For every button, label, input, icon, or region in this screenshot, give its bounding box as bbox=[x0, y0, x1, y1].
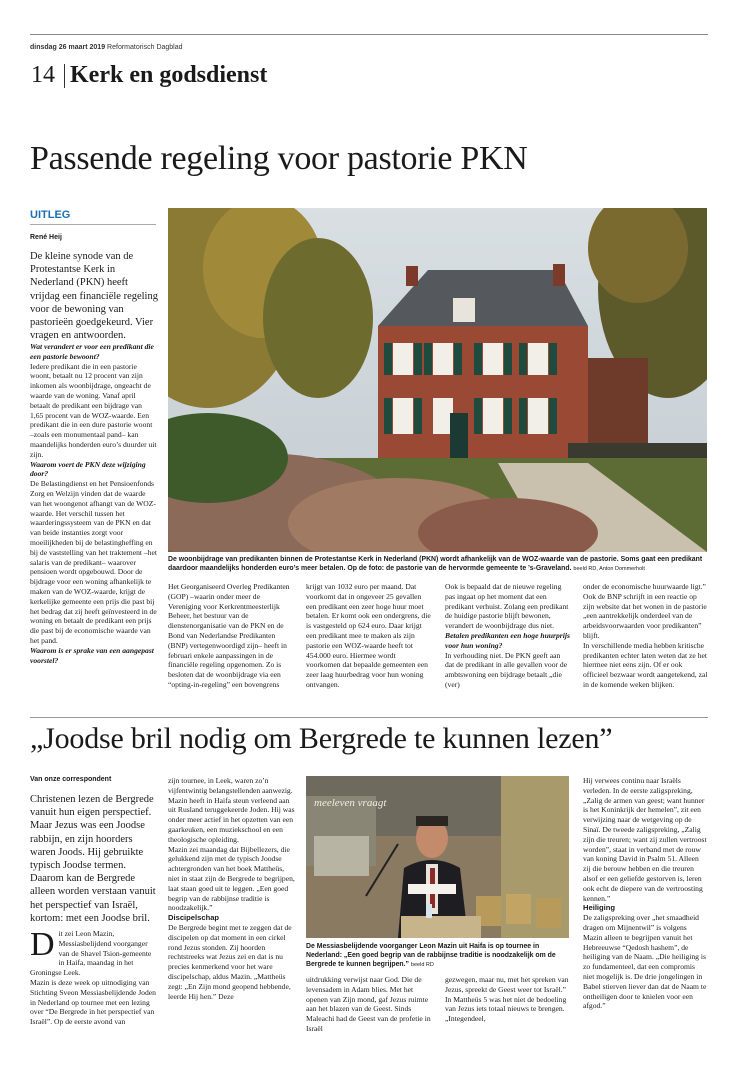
article1-author: René Heij bbox=[30, 234, 62, 241]
article1-column-3 bbox=[306, 582, 432, 690]
article1-kicker: UITLEG bbox=[30, 209, 71, 221]
paragraph: In verschillende media hebben kritische predikanten echter laten weten dat ze het hiermee niet eens zijn. Of er ook officieel bezwaar wordt aangetekend, zal in de komende weken blijken. bbox=[583, 640, 708, 689]
header-rule bbox=[30, 34, 708, 35]
article2-column-4 bbox=[445, 975, 570, 1024]
caption-text: De Messiasbelijdende voorganger Leon Mazin uit Haifa is op tournee in Nederland: „Een goed begrip van de rabbijnse traditie is noodzakelijk om de Bergrede te kunnen begrijpen.” bbox=[306, 943, 556, 968]
banner-text: meeleven vraagt bbox=[314, 797, 387, 809]
paragraph: Mazin heeft in Haifa steun verleend aan uit Rusland teruggekeerde Joden. Hij was onder meer actief in het opzetten van een gaarkeuken, een muziekschool en een theologische opleiding. bbox=[168, 795, 295, 844]
article1-column-4 bbox=[445, 582, 570, 690]
photo-credit: beeld RD bbox=[410, 962, 434, 968]
paragraph: gezwegen, maar nu, met het spreken van Jezus, spreekt de Geest weer tot Israël.” In Mattheüs 5 was het niet de bedoeling van Jezus iets totaal nieuws te brengen. „Integendeel, bbox=[445, 975, 569, 1024]
article1-column-2 bbox=[168, 582, 293, 690]
paragraph: Mazin is deze week op uitnodiging van Stichting Sveon Messiasbelijdende Joden in Nederland op tournee met een lezing over “De Bergrede in het perspectief van Israël”. Op de eerste avond van bbox=[30, 977, 156, 1027]
subheading: Heiliging bbox=[583, 903, 616, 913]
article1-column-1 bbox=[30, 342, 157, 665]
caption-text: De woonbijdrage van predikanten binnen de Protestantse Kerk in Nederland (PKN) wordt afhankelijk van de WOZ-waarde van de pastorie. Soms gaat een predikant daardoor maandelijks honderden euro’s meer betalen. Op de foto: de pastorie van de hervormde gemeente te ’s-Graveland. bbox=[168, 556, 703, 572]
mazin-photo bbox=[306, 776, 569, 938]
article2-author: Van onze correspondent bbox=[30, 776, 112, 783]
paragraph: Het Georganiseerd Overleg Predikanten (GOP) –waarin onder meer de Vereniging voor Kerkrentmeesterlijk Beheer, het bestuur van de dienstenorganisatie van de PKN en de Bond van Nederlandse Predikanten (BNP) vertegenwoordigd zijn– heeft in februari enkele aanpassingen in de financiële regeling opgenomen. Zo is besloten dat de woonbijdrage via een “opting-in-regeling” een bovengrens bbox=[168, 582, 290, 689]
dateline bbox=[30, 44, 183, 51]
section-title: Kerk en godsdienst bbox=[70, 62, 268, 88]
photo1-caption bbox=[168, 555, 707, 574]
section-divider bbox=[64, 64, 65, 88]
paragraph: In verhouding niet. De PKN geeft aan dat de predikant in alle gevallen voor de ambtswoning een bijdrage betaalt „die (ver) bbox=[445, 650, 568, 689]
paragraph: Iedere predikant die in een pastorie woont, betaalt nu 12 procent van zijn inkomen als woonbijdrage, ongeacht de waarde van de woning. Vanaf april betaalt de predikant een bijdrage van 1,65 procent van de WOZ-waarde. Een predikant die in een dure pastorie woont –zoals een monumentaal pand– kan maandelijks honderden euro’s duurder uit zijn. bbox=[30, 361, 157, 459]
question: Wat verandert er voor een predikant die een pastorie bewoont? bbox=[30, 342, 154, 361]
paragraph: Hij verwees continu naar Israëls verleden. In de eerste zaligspreking, „Zalig de armen van geest; want hunner is het Koninkrijk der hemelen”, zit een verwijzing naar de wetgeving op de Sinaï. De tweede zaligspreking, „Zalig zijn die treuren; want zij zullen vertroost worden”, staat in verband met de rouw van koning David in Psalm 51. Alleen zij die berouw hebben en die treuren alsof er een geliefde gestorven is, leren ook echt de diepere van de vertroosting kennen.” bbox=[583, 776, 707, 903]
subheading: Discipelschap bbox=[168, 913, 220, 923]
article2-column-5 bbox=[583, 776, 708, 1011]
drop-cap: D bbox=[30, 926, 55, 963]
paragraph: zijn tournee, in Leek, waren zo’n vijfentwintig belangstellenden aanwezig. bbox=[168, 776, 293, 795]
pastorie-photo bbox=[168, 208, 707, 552]
paragraph: krijgt van 1032 euro per maand. Dat voorkomt dat in ongeveer 25 gevallen een predikant een zeer hoge huur moet betalen. Er komt ook een ondergrens, die is vastgesteld op 624 euro. Daar krijgt een predikant mee te maken als zijn pastorie een WOZ-waarde heeft tot 454.000 euro. Hiermee wordt voorkomen dat bepaalde gemeenten een zeer laag huurbedrag voor hun woning ontvangen. bbox=[306, 582, 431, 689]
paragraph: Ook is bepaald dat de nieuwe regeling pas ingaat op het moment dat een predikant verhuist. Zolang een predikant de huidige pastorie blijft bewonen, verandert de woonbijdrage dus niet. bbox=[445, 582, 569, 631]
photo2-caption bbox=[306, 942, 569, 970]
kicker-rule bbox=[30, 224, 156, 225]
question: Waarom voert de PKN deze wijziging door? bbox=[30, 459, 146, 479]
speaker-illustration bbox=[306, 776, 569, 938]
photo-credit: beeld RD, Anton Dommerholt bbox=[573, 566, 645, 572]
article2-intro: Christenen lezen de Bergrede vanuit hun eigen perspectief. Maar Jezus was een Joodse rabbijn, en zijn hoorders waren Joods. Hij gebruikte typisch Joodse termen. Daarom kan de Bergrede alleen worden verstaan vanuit het perspectief van Israël, kortom: met een Joodse bril. bbox=[30, 794, 156, 924]
paper-name: Reformatorisch Dagblad bbox=[107, 44, 183, 51]
paragraph: it zei Leon Mazin, Messiasbelijdend voorganger van de Shavel Tsion-gemeente in Haifa, maandag in het Groningse Leek. bbox=[30, 929, 152, 978]
question: Betalen predikanten een hoge huurprijs voor hun woning? bbox=[445, 630, 570, 650]
article2-column-1 bbox=[30, 926, 158, 1027]
page-number: 14 bbox=[31, 62, 55, 88]
paragraph: Mazin zei maandag dat Bijbellezers, die gelukkend zijn met de typisch Joodse achtergronden van het boek Mattheüs, niet in staat zijn de Bergrede te begrijpen, laat staan goed uit te leggen. „Een goed begrip van de rabbijnse traditie is noodzakelijk.” bbox=[168, 844, 295, 913]
date: dinsdag 26 maart 2019 bbox=[30, 44, 106, 51]
question: Waarom is er sprake van een aangepast voorstel? bbox=[30, 645, 154, 665]
article2-headline: „Joodse bril nodig om Bergrede te kunnen lezen” bbox=[30, 722, 613, 755]
paragraph: De Belastingdienst en het Pensioenfonds Zorg en Welzijn vinden dat de waarde van het woongenot afhangt van de WOZ-waarde. Het verschil tussen het waarderingssysteem van de PKN en dat van beide instanties zorgt voor moeilijkheden bij de belastingheffing en bij de vaststelling van het traktement –het salaris van de predikant– waarover pensioen wordt opgebouwd. Door de bijdrage voor een woning afhankelijk te maken van de WOZ-waarde, krijgt de kerkelijke gemeente een prijs die past bij het bedrag dat zij heeft geïnvesteerd in de woning en betaalt de predikant een prijs die past bij de economische waarde van het pand. bbox=[30, 479, 157, 645]
article1-column-5 bbox=[583, 582, 708, 690]
paragraph: onder de economische huurwaarde ligt.” Ook de BNP schrijft in een reactie op zijn website dat het wonen in de pastorie „een aantrekkelijk onderdeel van de arbeidsvoorwaarden voor predikanten” blijft. bbox=[583, 582, 707, 640]
paragraph: uitdrukking verwijst naar God. Die de levensadem in Adam blies. Met het openen van Zijn mond, gaf Jezus ruimte aan het blazen van de Geest. Sinds Maleachi had de Geest van de profetie in Israël bbox=[306, 975, 431, 1033]
article2-column-3 bbox=[306, 975, 432, 1034]
paragraph: De zaligspreking over „het smaadheid dragen om Mijnentwil” is volgens Mazin alleen te begrijpen vanuit het Hebreeuwse “Qedosh hashem”, de heiliging van de Naam. „Die heiliging is zo fundamenteel, dat een compromis niet mogelijk is. De drie jongelingen in Babel stierven liever dan dat de Naam te ontheiligen door te knielen voor een afgod.” bbox=[583, 913, 707, 1011]
article1-intro: De kleine synode van de Protestantse Kerk in Nederland (PKN) heeft vrijdag een financiële regeling voor de bewoning van pastorieën goedgekeurd. Vier vragen en antwoorden. bbox=[30, 251, 158, 342]
article-divider bbox=[30, 717, 708, 718]
article2-column-2 bbox=[168, 776, 295, 1001]
article1-headline: Passende regeling voor pastorie PKN bbox=[30, 140, 528, 177]
paragraph: De Bergrede begint met te zeggen dat de discipelen op dat moment in een cirkel rond Jezus stonden. Zij hoorden rechtstreeks wat Jezus zei en dat is nu precies kenmerkend voor het ware discipelschap, aldus Mazin. „Mattheüs zegt: „En Zijn mond geopend hebbende, leerde Hij hen.” Deze bbox=[168, 922, 292, 1001]
pastorie-illustration bbox=[168, 208, 707, 552]
